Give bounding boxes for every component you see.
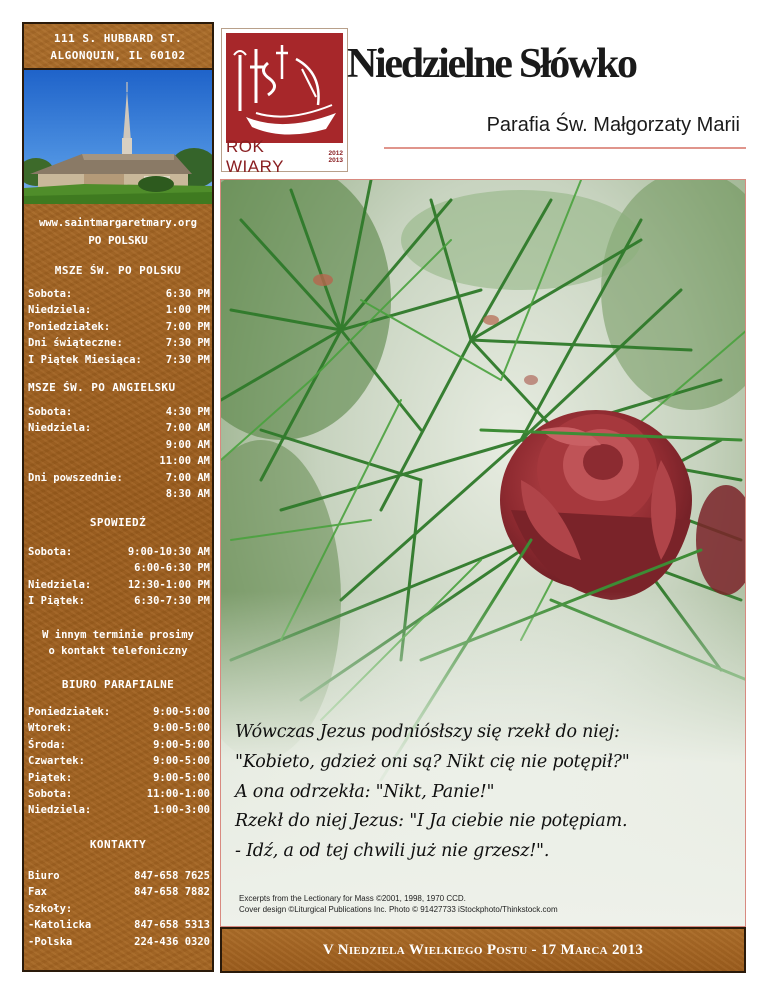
logo-caption <box>226 137 343 176</box>
polish-mass-row-day: Niedziela: <box>28 304 92 317</box>
office-hours-row-day: Poniedziałek: <box>28 706 111 718</box>
logo-years <box>329 150 343 164</box>
church-photo <box>24 70 212 204</box>
contact-row-day: -Polska <box>28 935 73 948</box>
contact-row <box>28 917 210 933</box>
contact-row <box>28 934 210 950</box>
english-masses-heading: MSZE ŚW. PO ANGIELSKU <box>28 381 176 394</box>
confession-row-time: 6:30-7:30 PM <box>134 595 210 608</box>
office-hours-row <box>28 753 210 769</box>
office-hours-row-time: 9:00-5:00 <box>153 706 210 718</box>
office-hours-row-time: 9:00-5:00 <box>153 755 210 768</box>
logo-year-start: 2012 <box>328 150 343 157</box>
cover-photo <box>220 179 746 927</box>
polish-mass-row <box>28 352 210 368</box>
office-hours-row-time: 9:00-5:00 <box>153 722 210 735</box>
office-hours-row-day: Środa: <box>28 738 66 751</box>
polish-mass-row-day: Sobota: <box>28 288 73 300</box>
polish-mass-row-time: 7:30 PM <box>165 353 210 366</box>
office-hours <box>28 704 210 819</box>
confession-note-line1: W innym terminie prosimy <box>42 629 194 641</box>
contact-row-time: 224-436 0320 <box>134 935 210 948</box>
office-hours-row <box>28 704 210 720</box>
contact-row <box>28 901 210 917</box>
confession-row-day: Niedziela: <box>28 578 92 591</box>
logo-text: ROK WIARY <box>226 137 284 176</box>
english-masses-schedule <box>28 404 210 502</box>
office-hours-row-day: Wtorek: <box>28 722 73 735</box>
office-hours-row-time: 11:00-1:00 <box>146 787 210 800</box>
confession-note <box>24 627 212 659</box>
credit-cover-design: Cover design ©Liturgical Publications Inc. Photo © 91427733 iStockphoto/Thinkstock.com <box>239 905 558 914</box>
contact-row-day: -Katolicka <box>28 919 92 932</box>
header-divider <box>384 147 746 149</box>
confession-schedule <box>28 544 210 610</box>
confession-row <box>28 544 210 560</box>
sunday-banner <box>220 927 746 973</box>
polish-mass-row-time: 1:00 PM <box>165 304 210 317</box>
parish-name: Parafia Św. Małgorzaty Marii <box>486 114 740 136</box>
office-hours-row-time: 9:00-5:00 <box>153 771 210 784</box>
english-mass-row-day: Sobota: <box>28 406 73 418</box>
office-hours-row-day: Piątek: <box>28 771 73 784</box>
english-mass-row <box>28 486 210 502</box>
office-hours-row <box>28 737 210 753</box>
bulletin-title: Niedzielne Słówko <box>347 41 636 87</box>
english-mass-row-time: 8:30 AM <box>165 487 210 500</box>
english-mass-row <box>28 404 210 420</box>
sidebar <box>22 22 214 972</box>
english-mass-row-day: Dni powszednie: <box>28 471 123 484</box>
contact-row-day: Biuro <box>28 870 60 882</box>
polish-mass-row <box>28 335 210 351</box>
confession-note-line2: o kontakt telefoniczny <box>48 645 188 657</box>
polish-mass-row-day: Dni świąteczne: <box>28 337 123 350</box>
contacts-heading: KONTAKTY <box>89 838 147 851</box>
confession-row <box>28 560 210 576</box>
address-street: 111 S. HUBBARD ST. <box>53 32 183 45</box>
confession-row-day: Sobota: <box>28 546 73 558</box>
office-hours-row <box>28 770 210 786</box>
parish-address <box>24 24 212 70</box>
office-hours-row-day: Sobota: <box>28 787 73 800</box>
polish-mass-row-time: 6:30 PM <box>165 288 210 300</box>
confession-row <box>28 593 210 609</box>
english-mass-row <box>28 420 210 436</box>
english-mass-row <box>28 453 210 469</box>
polish-masses-schedule <box>28 286 210 368</box>
contact-row-time: 847-658 5313 <box>134 919 210 932</box>
polish-mass-row-time: 7:30 PM <box>165 337 210 350</box>
confession-row-time: 6:00-6:30 PM <box>134 562 210 575</box>
english-mass-row <box>28 470 210 486</box>
office-hours-row <box>28 786 210 802</box>
year-of-faith-logo <box>221 28 348 176</box>
polish-mass-row-time: 7:00 PM <box>165 320 210 333</box>
contact-row-day: Szkoły: <box>28 902 73 915</box>
contact-row-time: 847-658 7625 <box>134 870 210 882</box>
contact-row <box>28 868 210 884</box>
address-city: ALGONQUIN, IL 60102 <box>50 49 186 62</box>
office-hours-row-time: 9:00-5:00 <box>153 738 210 751</box>
photo-credits <box>239 893 739 915</box>
english-mass-row-time: 9:00 AM <box>165 438 210 451</box>
polish-mass-row-day: Poniedziałek: <box>28 320 111 333</box>
scripture-quote: Wówczas Jezus podniósłszy się rzekł do niej: "Kobieto, gdzież oni są? Nikt cię nie potępił?" A ona odrzekła: "Nikt, Panie!" Rzekł do niej Jezus: "I Ja ciebie nie potępiam. - Idź, a od tej chwili już nie grzesz!". <box>235 722 630 862</box>
confession-row-day: I Piątek: <box>28 595 85 608</box>
confession-row <box>28 577 210 593</box>
polish-mass-row <box>28 286 210 302</box>
office-hours-row-time: 1:00-3:00 <box>153 804 210 817</box>
office-hours-row-day: Czwartek: <box>28 755 85 768</box>
contact-row-time: 847-658 7882 <box>134 886 210 899</box>
contact-row-day: Fax <box>28 886 47 899</box>
language-label: PO POLSKU <box>88 234 148 247</box>
english-mass-row-day: Niedziela: <box>28 422 92 435</box>
english-mass-row-time: 4:30 PM <box>165 406 210 418</box>
logo-banner <box>226 33 343 143</box>
polish-mass-row <box>28 302 210 318</box>
office-hours-row-day: Niedziela: <box>28 804 92 817</box>
sunday-title: V Niedziela Wielkiego Postu - 17 Marca 2013 <box>322 941 644 958</box>
credit-lectionary: Excerpts from the Lectionary for Mass ©2001, 1998, 1970 CCD. <box>239 894 466 903</box>
confession-heading: SPOWIEDŹ <box>89 516 147 529</box>
polish-mass-row-day: I Piątek Miesiąca: <box>28 353 142 366</box>
contacts-list <box>28 868 210 950</box>
polish-mass-row <box>28 319 210 335</box>
english-mass-row-time: 7:00 AM <box>165 422 210 435</box>
contact-row <box>28 884 210 900</box>
polish-masses-heading: MSZE ŚW. PO POLSKU <box>54 264 182 277</box>
office-heading: BIURO PARAFIALNE <box>61 678 175 691</box>
english-mass-row-time: 11:00 AM <box>159 455 210 468</box>
logo-year-end: 2013 <box>328 157 343 164</box>
office-hours-row <box>28 720 210 736</box>
confession-row-time: 9:00-10:30 AM <box>127 546 210 558</box>
english-mass-row-time: 7:00 AM <box>165 471 210 484</box>
office-hours-row <box>28 802 210 818</box>
parish-website[interactable]: www.saintmargaretmary.org <box>38 217 198 229</box>
confession-row-time: 12:30-1:00 PM <box>127 578 210 591</box>
english-mass-row <box>28 437 210 453</box>
